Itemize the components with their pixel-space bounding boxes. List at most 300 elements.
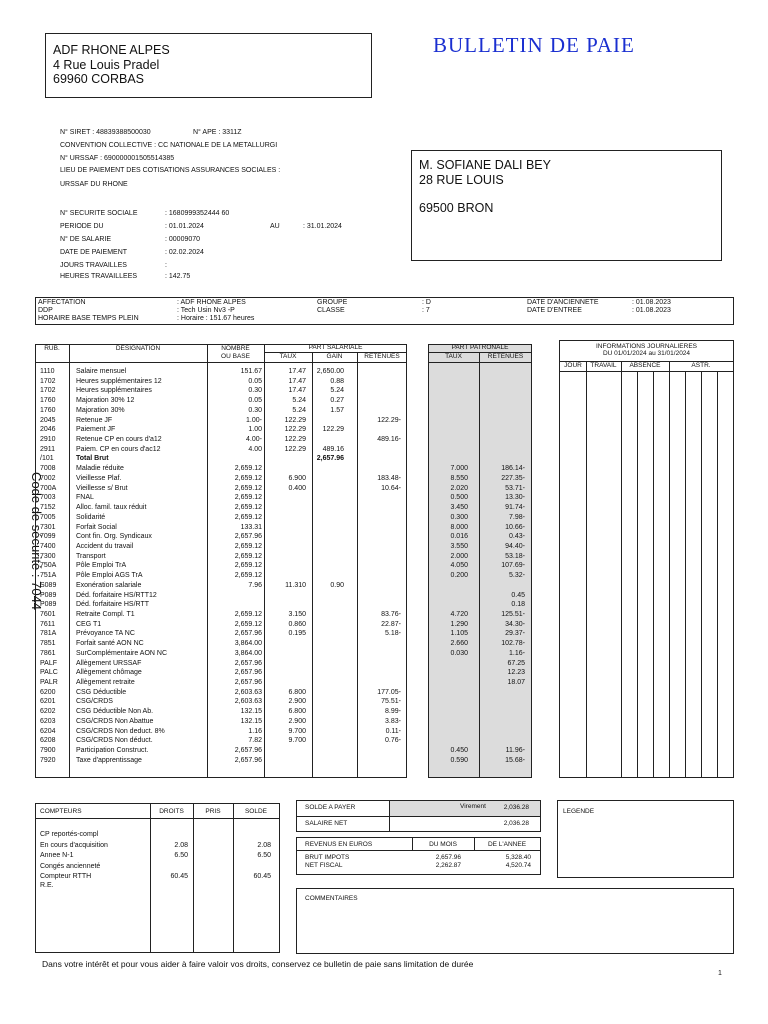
row-taux-patronal: 4.720	[450, 611, 468, 618]
row-taux-patronal: 0.450	[450, 747, 468, 755]
row-taux-patronal: 0.200	[450, 572, 468, 580]
row-taux: 3.150	[288, 611, 306, 618]
row-retenue: 489.16-	[377, 436, 401, 444]
row-nombre: 4.00	[248, 445, 262, 453]
row-rub: 781A	[40, 630, 57, 638]
compteur-label: Congés ancienneté	[40, 863, 101, 870]
row-retenue: 183.48-	[377, 474, 401, 482]
row-rub: 7005	[40, 513, 56, 521]
row-nombre: 3,864.00	[234, 649, 262, 657]
legende-box	[557, 800, 734, 878]
row-retenue: 0.11-	[385, 727, 401, 735]
ddp-label: DDP	[38, 307, 53, 314]
row-rub: 2046	[40, 426, 56, 434]
row-gain: 0.88	[330, 377, 344, 385]
revenus-box	[296, 837, 541, 875]
employee-address: 28 RUE LOUIS	[419, 173, 504, 187]
detail-value: : 142.75	[165, 273, 191, 280]
header-taux-patronal: TAUX	[445, 353, 462, 360]
infos-period: DU 01/01/2024 au 31/01/2024	[602, 350, 691, 357]
row-nombre: 3,864.00	[234, 640, 262, 648]
row-designation: Salaire mensuel	[76, 368, 127, 375]
row-rub: 7400	[40, 542, 56, 550]
row-taux: 0.195	[288, 630, 306, 638]
row-taux: 6.800	[288, 708, 306, 716]
row-designation: Vieillesse s/ Brut	[76, 484, 128, 492]
row-taux: 9.700	[288, 737, 306, 745]
brut-impots-annee: 5,328.40	[505, 854, 531, 861]
compteur-solde: 2.08	[257, 842, 271, 849]
row-designation: Accident du travail	[76, 542, 134, 550]
solde-label: SOLDE A PAYER	[305, 804, 356, 811]
row-designation: Vieillesse Plaf.	[76, 474, 122, 482]
row-gain: 5.24	[330, 387, 344, 395]
header-part-salariale: PART SALARIALE	[308, 344, 363, 351]
row-nombre: 1.00-	[246, 416, 262, 424]
row-retenue-patronal: 11.96-	[505, 747, 525, 755]
convention: CONVENTION COLLECTIVE : CC NATIONALE DE LA METALLURGI	[60, 142, 278, 149]
row-nombre: 0.30	[248, 406, 262, 414]
employee-name: M. SOFIANE DALI BEY	[419, 158, 551, 172]
employee-city: 69500 BRON	[419, 201, 494, 215]
row-rub: 6208	[40, 737, 56, 745]
row-rub: 1702	[40, 377, 56, 385]
row-rub: S089	[40, 581, 57, 589]
row-retenue: 5.18-	[385, 630, 401, 638]
row-rub: 6200	[40, 688, 56, 696]
row-taux: 17.47	[288, 387, 306, 395]
detail-label: HEURES TRAVAILLEES	[60, 273, 138, 280]
detail-label: DATE DE PAIEMENT	[60, 249, 128, 256]
row-nombre: 2,659.12	[234, 474, 262, 482]
row-retenue: 3.83-	[385, 717, 401, 725]
row-designation: Allègement retraite	[76, 679, 135, 687]
row-nombre: 2,659.12	[234, 562, 262, 570]
infos-col-absence: ABSENCE	[629, 362, 661, 369]
row-designation: Majoration 30% 12	[76, 397, 135, 405]
row-nombre: 2,659.12	[234, 611, 262, 618]
row-designation: Déd. forfaitaire HS/RTT	[76, 601, 150, 609]
row-rub: 7611	[40, 620, 56, 628]
row-taux: 122.29	[284, 426, 306, 434]
row-designation: CSG Déductible	[76, 688, 127, 696]
row-rub: 6201	[40, 698, 56, 706]
row-designation: Heures supplémentaires	[76, 387, 152, 395]
header-nombre: NOMBRE	[221, 345, 250, 352]
row-rub: 1110	[40, 368, 55, 375]
row-designation: Heures supplémentaires 12	[76, 377, 162, 385]
row-rub: 6202	[40, 708, 56, 716]
row-nombre: 0.30	[248, 387, 262, 395]
row-taux: 6.800	[288, 688, 306, 696]
compteur-label: Compteur RTTH	[40, 873, 92, 880]
row-designation: CEG T1	[76, 620, 102, 628]
row-rub: P089	[40, 591, 57, 599]
row-taux-patronal: 0.030	[450, 649, 468, 657]
employer-name: ADF RHONE ALPES	[53, 43, 170, 57]
row-taux-patronal: 4.050	[450, 562, 468, 570]
row-rub: 1760	[40, 397, 56, 405]
row-retenue: 83.76-	[381, 611, 401, 618]
employer-address: 4 Rue Louis Pradel	[53, 58, 160, 72]
compteur-droits: 2.08	[174, 842, 188, 849]
row-designation: Taxe d'apprentissage	[76, 756, 142, 764]
row-retenue-patronal: 34.30-	[505, 620, 525, 628]
row-nombre: 0.05	[248, 397, 262, 405]
row-retenue-patronal: 53.71-	[505, 484, 525, 492]
row-gain: 0.27	[330, 397, 344, 405]
row-gain: 489.16	[322, 445, 344, 453]
droits-header: DROITS	[159, 808, 184, 815]
row-rub: 7851	[40, 640, 56, 648]
row-rub: 7601	[40, 611, 56, 618]
row-rub: 7300	[40, 552, 56, 560]
entree-label: DATE D'ENTREE	[527, 307, 582, 314]
row-retenue-patronal: 0.18	[511, 601, 525, 609]
row-nombre: 132.15	[240, 717, 262, 725]
row-rub: 1760	[40, 406, 56, 414]
row-retenue-patronal: 7.98-	[509, 513, 525, 521]
row-rub: 7008	[40, 465, 56, 473]
net-fiscal-annee: 4,520.74	[505, 862, 531, 869]
row-taux-patronal: 2.000	[450, 552, 468, 560]
row-gain: 2,657.96	[316, 455, 344, 463]
row-designation: Exonération salariale	[76, 581, 142, 589]
brut-impots-label: BRUT IMPOTS	[305, 854, 350, 861]
row-nombre: 2,659.12	[234, 504, 262, 512]
row-designation: CSG/CRDS Non Abattue	[76, 717, 154, 725]
header-designation: DESIGNATION	[115, 345, 161, 352]
row-nombre: 2,659.12	[234, 513, 262, 521]
ape: N° APE : 3311Z	[193, 129, 242, 136]
header-part-patronale: PART PATRONALE	[451, 344, 509, 351]
row-nombre: 2,657.96	[234, 630, 262, 638]
row-nombre: 7.82	[248, 737, 262, 745]
row-taux: 5.24	[292, 406, 306, 414]
detail-value: : 01.01.2024	[165, 223, 204, 230]
row-taux-patronal: 0.300	[450, 513, 468, 521]
code-securite: Code de sécurité : 7044	[29, 472, 44, 611]
row-nombre: 7.96	[248, 581, 262, 589]
row-retenue-patronal: 0.43-	[509, 533, 525, 541]
solde-header: SOLDE	[244, 808, 268, 815]
net-fiscal-label: NET FISCAL	[305, 862, 343, 869]
row-rub: 7152	[40, 504, 56, 512]
compteur-label: En cours d'acquisition	[40, 842, 108, 849]
row-designation: Cont fin. Org. Syndicaux	[76, 533, 152, 541]
row-nombre: 2,659.12	[234, 465, 262, 473]
row-designation: Pôle Emploi TrA	[76, 562, 127, 570]
entree-value: : 01.08.2023	[632, 307, 671, 314]
commentaires-box	[296, 888, 734, 954]
row-rub: 7900	[40, 747, 56, 755]
classe-label: CLASSE	[317, 307, 345, 314]
row-taux: 0.860	[288, 620, 306, 628]
row-designation: Participation Construct.	[76, 747, 149, 755]
row-rub: 7861	[40, 649, 56, 657]
compteur-solde: 60.45	[253, 873, 271, 880]
row-retenue-patronal: 94.40-	[505, 542, 525, 550]
header-rub: RUB.	[44, 345, 60, 352]
row-designation: Prévoyance TA NC	[76, 630, 135, 638]
row-retenue-patronal: 0.45	[511, 591, 525, 599]
row-designation: Allègement URSSAF	[76, 659, 142, 667]
net-fiscal-mois: 2,262.87	[435, 862, 461, 869]
row-designation: Majoration 30%	[76, 406, 125, 414]
row-nombre: 133.31	[240, 523, 262, 531]
row-nombre: 2,657.96	[234, 533, 262, 541]
detail-value: :	[165, 262, 167, 269]
row-rub: 7301	[40, 523, 56, 531]
urssaf-rhone: URSSAF DU RHONE	[60, 181, 128, 188]
row-retenue-patronal: 227.35-	[501, 474, 525, 482]
row-retenue: 10.64-	[381, 484, 401, 492]
row-rub: 7920	[40, 756, 56, 764]
row-retenue: 0.76-	[385, 737, 401, 745]
row-taux-patronal: 2.660	[450, 640, 468, 648]
row-nombre: 1.00	[248, 426, 262, 434]
compteur-label: CP reportés-compl	[40, 831, 99, 838]
row-designation: Solidarité	[76, 513, 106, 521]
row-nombre: 2,657.96	[234, 659, 262, 667]
detail-label: JOURS TRAVAILLES	[60, 262, 127, 269]
row-nombre: 2,657.96	[234, 756, 262, 764]
row-designation: Paiement JF	[76, 426, 116, 434]
row-nombre: 2,603.63	[234, 688, 262, 696]
row-nombre: 2,659.12	[234, 494, 262, 502]
row-nombre: 151.67	[240, 368, 262, 375]
row-designation: CSG/CRDS Non deduct. 8%	[76, 727, 165, 735]
employee-box	[411, 150, 722, 261]
row-retenue-patronal: 186.14-	[501, 465, 525, 473]
row-rub: 2045	[40, 416, 56, 424]
row-rub: 6204	[40, 727, 56, 735]
compteur-label: Annee N-1	[40, 852, 74, 859]
period-au-value: : 31.01.2024	[303, 223, 342, 230]
row-nombre: 2,657.96	[234, 669, 262, 677]
employer-city: 69960 CORBAS	[53, 72, 145, 86]
compteurs-box	[35, 803, 280, 953]
row-retenue-patronal: 107.69-	[501, 562, 525, 570]
row-retenue: 22.87-	[381, 620, 401, 628]
urssaf-number: N° URSSAF : 690000001505514385	[60, 155, 175, 162]
row-designation: Paiem. CP en cours d'ac12	[76, 445, 161, 453]
header-retenues-patronal: RETENUES	[487, 353, 524, 360]
row-nombre: 2,603.63	[234, 698, 262, 706]
row-nombre: 2,659.12	[234, 484, 262, 492]
row-rub: 2911	[40, 445, 56, 453]
row-retenue-patronal: 67.25	[507, 659, 525, 667]
row-designation: Déd. forfaitaire HS/RTT12	[76, 591, 157, 599]
row-taux: 17.47	[288, 368, 306, 375]
row-retenue: 75.51-	[381, 698, 401, 706]
row-retenue-patronal: 53.18-	[505, 552, 525, 560]
row-gain: 2,650.00	[316, 368, 344, 375]
row-rub: PALC	[40, 669, 58, 677]
row-taux-patronal: 8.550	[450, 474, 468, 482]
row-retenue-patronal: 29.37-	[505, 630, 525, 638]
commentaires-label: COMMENTAIRES	[305, 895, 358, 902]
infos-col-astr: ASTR.	[691, 362, 711, 369]
compteur-label: R.E.	[40, 882, 54, 889]
salaire-net-amount: 2,036.28	[503, 820, 529, 827]
header-taux: TAUX	[279, 353, 297, 360]
row-rub: 7003	[40, 494, 56, 502]
row-retenue: 122.29-	[377, 416, 401, 424]
row-nombre: 2,659.12	[234, 552, 262, 560]
siret: N° SIRET : 48839388500030	[60, 129, 151, 136]
row-designation: FNAL	[76, 494, 94, 502]
brut-impots-mois: 2,657.96	[435, 854, 461, 861]
row-gain: 0.90	[330, 581, 344, 589]
du-mois-header: DU MOIS	[429, 841, 457, 848]
row-nombre: 2,659.12	[234, 542, 262, 550]
compteur-droits: 60.45	[170, 873, 188, 880]
row-taux: 122.29	[284, 416, 306, 424]
row-taux-patronal: 7.000	[450, 465, 468, 473]
horaire-value: : Horaire : 151.67 heures	[177, 315, 255, 322]
row-retenue: 177.05-	[377, 688, 401, 696]
revenus-header: REVENUS EN EUROS	[305, 841, 373, 848]
row-taux-patronal: 0.016	[450, 533, 468, 541]
row-taux-patronal: 3.550	[450, 542, 468, 550]
row-taux-patronal: 8.000	[450, 523, 468, 531]
row-nombre: 1.16	[248, 727, 262, 735]
row-taux: 122.29	[284, 436, 306, 444]
row-rub: PALR	[40, 679, 58, 687]
row-taux-patronal: 2.020	[450, 484, 468, 492]
row-designation: CSG/CRDS Non déduct.	[76, 737, 153, 745]
row-retenue-patronal: 13.30-	[505, 494, 525, 502]
row-gain: 122.29	[322, 426, 344, 434]
infos-journalieres-box	[559, 340, 734, 778]
row-rub: 751A	[40, 572, 57, 580]
ddp-value: : Tech Usin Nv3 -P	[177, 307, 235, 314]
row-nombre: 2,659.12	[234, 572, 262, 580]
row-retenue: 8.99-	[385, 708, 401, 716]
row-designation: Transport	[76, 552, 106, 560]
row-taux: 9.700	[288, 727, 306, 735]
virement-label: Virement	[460, 803, 486, 810]
row-rub: P089	[40, 601, 57, 609]
row-designation: Retenue JF	[76, 416, 113, 424]
detail-label: N° DE SALARIE	[60, 236, 112, 243]
row-nombre: 132.15	[240, 708, 262, 716]
row-taux: 2.900	[288, 698, 306, 706]
row-designation: Maladie réduite	[76, 465, 124, 473]
row-retenue-patronal: 18.07	[507, 679, 525, 687]
compteur-solde: 6.50	[257, 852, 271, 859]
row-retenue-patronal: 12.23	[507, 669, 525, 677]
affectation-box	[35, 297, 734, 325]
de-lannee-header: DE L'ANNEE	[487, 841, 527, 848]
row-nombre: 4.00-	[246, 436, 262, 444]
row-taux: 11.310	[285, 581, 306, 589]
row-rub: 700A	[40, 484, 57, 492]
row-designation: CSG Déductible Non Ab.	[76, 708, 154, 716]
row-designation: Forfait santé AON NC	[76, 640, 144, 648]
row-taux-patronal: 1.105	[450, 630, 468, 638]
detail-label: N° SECURITE SOCIALE	[60, 210, 138, 217]
row-designation: Pôle Emploi AGS TrA	[76, 572, 143, 580]
row-rub: 7099	[40, 533, 56, 541]
detail-value: : 00009070	[165, 236, 201, 243]
row-taux: 17.47	[288, 377, 306, 385]
row-designation: Allègement chômage	[76, 669, 142, 677]
row-rub: 6203	[40, 717, 56, 725]
header-retenues: RETENUES	[364, 353, 400, 360]
row-gain: 1.57	[330, 406, 344, 414]
row-rub: 750A	[40, 562, 57, 570]
row-nombre: 2,657.96	[234, 679, 262, 687]
infos-col-jour: JOUR	[564, 362, 582, 369]
row-designation: Retraite Compl. T1	[76, 611, 135, 618]
infos-col-travail: TRAVAIL	[590, 362, 617, 369]
compteur-droits: 6.50	[174, 852, 188, 859]
row-taux: 0.400	[288, 484, 306, 492]
infos-title: INFORMATIONS JOURNALIERES	[595, 343, 697, 350]
row-taux: 122.29	[284, 445, 306, 453]
employer-box	[45, 33, 372, 98]
row-taux-patronal: 0.500	[450, 494, 468, 502]
page-title: BULLETIN DE PAIE	[433, 33, 635, 57]
detail-label: PERIODE DU	[60, 223, 104, 230]
horaire-label: HORAIRE BASE TEMPS PLEIN	[38, 315, 139, 322]
detail-value: : 1680999352444 60	[165, 210, 230, 217]
page-number: 1	[718, 970, 722, 977]
row-rub: 1702	[40, 387, 56, 395]
row-taux: 2.900	[288, 717, 306, 725]
solde-box	[296, 800, 541, 832]
row-designation: SurComplémentaire AON NC	[76, 649, 168, 657]
row-nombre: 2,659.12	[234, 620, 262, 628]
anciennete-value: : 01.08.2023	[632, 299, 671, 306]
footer-note: Dans votre intérêt et pour vous aider à faire valoir vos droits, conservez ce bulletin de paie sans limitation de durée	[42, 959, 474, 969]
salaire-net-label: SALAIRE NET	[305, 820, 348, 827]
header-gain: GAIN	[326, 353, 343, 360]
row-retenue-patronal: 91.74-	[505, 504, 525, 512]
groupe-label: GROUPE	[317, 299, 348, 306]
row-retenue-patronal: 1.16-	[509, 649, 525, 657]
row-retenue-patronal: 5.32-	[509, 572, 525, 580]
groupe-value: : D	[422, 299, 431, 306]
row-taux-patronal: 3.450	[450, 504, 468, 512]
anciennete-label: DATE D'ANCIENNETE	[527, 299, 599, 306]
row-nombre: 0.05	[248, 377, 262, 385]
pris-header: PRIS	[205, 808, 221, 815]
lieu-paiement: LIEU DE PAIEMENT DES COTISATIONS ASSURANCES SOCIALES :	[60, 167, 281, 174]
legende-label: LEGENDE	[563, 808, 595, 815]
row-retenue-patronal: 102.78-	[501, 640, 525, 648]
row-taux-patronal: 1.290	[450, 620, 468, 628]
row-nombre: 2,657.96	[234, 747, 262, 755]
detail-value: : 02.02.2024	[165, 249, 204, 256]
affectation-label: AFFECTATION	[38, 299, 86, 306]
period-au-label: AU	[270, 223, 280, 230]
row-rub: PALF	[40, 659, 57, 667]
row-taux-patronal: 0.590	[450, 756, 468, 764]
row-designation: Retenue CP en cours d'a12	[76, 436, 162, 444]
row-rub: /101	[40, 455, 54, 463]
row-designation: Forfait Social	[76, 523, 117, 531]
classe-value: : 7	[422, 307, 430, 314]
row-taux: 6.900	[288, 474, 306, 482]
header-ou-base: OU BASE	[221, 353, 250, 360]
row-retenue-patronal: 10.66-	[505, 523, 525, 531]
row-retenue-patronal: 15.68-	[505, 756, 525, 764]
row-rub: 2910	[40, 436, 56, 444]
row-retenue-patronal: 125.51-	[501, 611, 525, 618]
